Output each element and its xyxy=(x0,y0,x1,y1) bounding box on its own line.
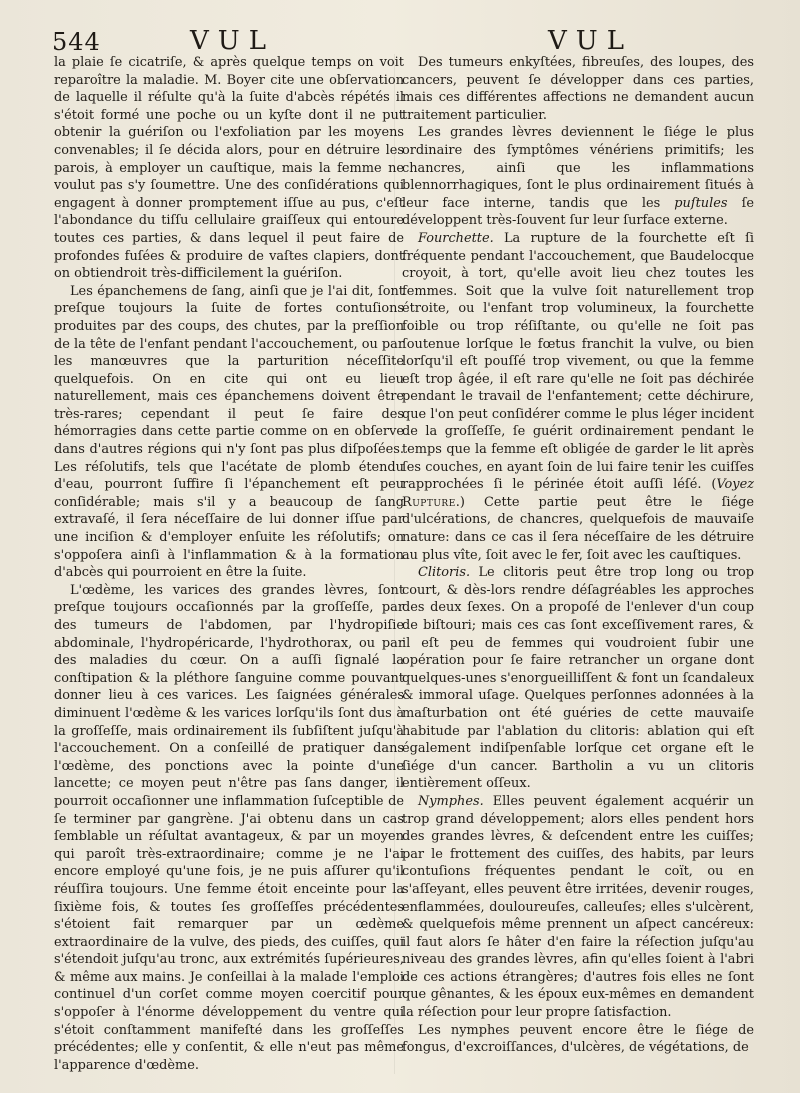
running-head-left: VUL xyxy=(190,26,275,56)
text-run: La rupture de la fourchette eſt ſi fréquente pendant l'accouchement, que Baudelocque croyoit, à tort, qu'elle avoit lieu chez toutes les femmes. Soit que la vulve ſoit naturellement trop étroite, ou l'enfant trop volumineux, la fourchette foible ou trop réſiſtante, ou qu'elle ne ſoit pas ſoutenue lorſque le fœtus franchit la vulve, ou bien lorſqu'il eſt pouſſé trop vivement, ou que la femme eſt trop âgée, il eſt rare qu'elle ne ſoit pas déchirée pendant le travail de l'enfantement; cette déchirure, que l'on peut conſidérer comme le plus léger incident de la groſſeſſe, ſe guérit ordinairement pendant le temps que la femme eſt obligée de garder le lit après ſes couches, en ayant ſoin de lui faire tenir les cuiſſes rapprochées ſi le périnée étoit auſſi léſé. ( xyxy=(402,230,754,493)
left-column xyxy=(54,54,404,1084)
text-run: Le clitoris peut être trop long ou trop court, & dès-lors rendre déſagréables les approches des deux ſexes. On a propoſé de l'enlever d'un coup de biſtouri; mais ces cas ſont exceſſivement rares, & il eſt peu de femmes qui voudroient ſubir une opération pour ſe faire retrancher un organe dont quelques-unes s'enorgueilliſſent & font un ſcandaleux & immoral uſage. Quelques perſonnes adonnées à la maſturbation ont été guéries de cette mauvaiſe habitude par l'ablation du clitoris: ablation qui eſt également indiſpenſable lorſque cet organe eſt le ſiége d'un cancer. Bartholin a vu un clitoris entièrement oſſeux. xyxy=(402,565,754,792)
paragraph-fourchette xyxy=(402,230,754,564)
right-column xyxy=(402,54,754,1084)
paragraph-grandes-levres xyxy=(402,124,754,230)
italic-term-pustules: puſtules xyxy=(674,195,728,211)
paragraph-clitoris xyxy=(402,564,754,793)
paragraph-nymphes-fongus: Les nymphes peuvent encore être le ſiége de fongus, d'excroiſſances, d'ulcères, de végétations, de xyxy=(402,1022,754,1056)
text-run: Les grandes lèvres deviennent le ſiége le plus ordinaire des ſymptômes vénériens primitifs; les chancres, ainſi que les inflammations blennorrhagiques, ſont le plus ordinairement ſitués à leur face interne, tandis que les xyxy=(402,125,754,211)
section-term-nymphes: Nymphes. xyxy=(418,793,484,809)
text-run: Elles peuvent également acquérir un trop grand développement; alors elles pendent hors des grandes lèvres, & deſcendent entre les cuiſſes; par le frottement des cuiſſes, des habits, par leurs contuſions fréquentes pendant le coït, ou en s'aſſeyant, elles peuvent être irritées, devenir rouges, enflammées, douloureuſes, calleuſes; elles s'ulcèrent, & quelquefois même prennent un aſpect cancéreux: il faut alors ſe hâter d'en faire la réſection juſqu'au niveau des grandes lèvres, afin qu'elles ſoient à l'abri de ces actions étrangères; d'autres fois elles ne ſont que gênantes, & les époux eux-mêmes en demandent la réſection pour leur propre ſatisfaction. xyxy=(402,793,754,1021)
text-run: ſe développent très-ſouvent ſur leur ſurface externe. xyxy=(402,195,754,229)
page-number: 544 xyxy=(52,28,101,56)
paragraph-tumeurs: Des tumeurs enkyſtées, fibreuſes, des loupes, des cancers, peuvent ſe développer dans ces parties, mais ces différentes affections ne demandent aucun traitement particulier. xyxy=(402,55,754,123)
text-run: .) Cette partie peut être le ſiége d'ulcérations, de chancres, quelquefois de mauvaiſe nature: dans ce cas il ſera néceſſaire de les détruire au plus vîte, ſoit avec le fer, ſoit avec les cauſtiques. xyxy=(402,494,754,563)
running-head-right: VUL xyxy=(548,26,633,56)
cross-reference-voyez: Voyez xyxy=(716,477,754,493)
paragraph-abces: la plaie ſe cicatriſe, & après quelque temps on voit reparoître la maladie. M. Boyer cite une obſervation de laquelle il réſulte qu'à la ſuite d'abcès répétés il s'étoit formé une poche ou un kyſte dont il ne put obtenir la guériſon ou l'exfoliation par les moyens convenables; il ſe décida alors, pour en détruire les parois, à employer un cauſtique, mais la femme ne voulut pas s'y ſoumettre. Une des conſidérations qui engagent à donner promptement iſſue au pus, c'eſt l'abondance du tiſſu cellulaire graiſſeux qui entoure toutes ces parties, & dans lequel il peut faire de profondes fuſées & produire de vaſtes clapiers, dont on obtiendroit très-difficilement la guériſon. xyxy=(54,55,404,282)
section-term-fourchette: Fourchette. xyxy=(418,230,494,246)
cross-reference-rupture: Rupture xyxy=(402,494,456,510)
paragraph-nymphes xyxy=(402,793,754,1022)
paragraph-oedeme: L'œdème, les varices des grandes lèvres, ſont preſque toujours occaſionnés par la groſſeſſe, par des tumeurs de l'abdomen, par l'hydropiſie abdominale, l'hydropéricarde, l'hydrothorax, ou par des maladies du cœur. On a auſſi ſignalé la conſtipation & la pléthore ſanguine comme pouvant donner lieu à ces varices. Les ſaignées générales diminuent l'œdème & les varices lorſqu'ils ſont dus à la groſſeſſe, mais ordinairement ils ſubſiſtent juſqu'à l'accouchement. On a conſeillé de pratiquer dans l'œdème, des ponctions avec la pointe d'une lancette; ce moyen peut n'être pas ſans danger, il pourroit occaſionner une inflammation ſuſceptible de ſe terminer par gangrène. J'ai obtenu dans un cas ſemblable un réſultat avantageux, & par un moyen qui paroît très-extraordinaire; comme je ne l'ai encore employé qu'une fois, je ne puis aſſurer qu'il réuſſira toujours. Une femme étoit enceinte pour la ſixième fois, & toutes ſes groſſeſſes précédentes s'étoient fait remarquer par un œdème extraordinaire de la vulve, des pieds, des cuiſſes, qui s'étendoit juſqu'au tronc, aux extrémités ſupérieures, & même aux mains. Je conſeillai à la malade l'emploi continuel d'un corſet comme moyen coercitif pour s'oppoſer à l'énorme développement du ventre qui s'étoit conſtamment manifeſté dans les groſſeſſes précédentes; elle y conſentit, & elle n'eut pas même l'apparence d'œdème. xyxy=(54,582,404,1073)
section-term-clitoris: Clitoris. xyxy=(418,565,471,581)
paragraph-epanchemens: Les épanchemens de ſang, ainſi que je l'ai dit, ſont preſque toujours la ſuite de fortes contuſions produites par des coups, des chutes, par la preſſion de la tête de l'enfant pendant l'accouchement, ou par les manœuvres que la parturition néceſſite quelquefois. On en cite qui ont eu lieu naturellement, mais ces épanchemens doivent être très-rares; cependant il peut ſe faire des hémorragies dans cette partie comme on en obſerve dans d'autres régions qui n'y ſont pas plus diſpoſées. Les réſolutifs, tels que l'acétate de plomb étendu d'eau, pourront ſuffire ſi l'épanchement eſt peu conſidérable; mais s'il y a beaucoup de ſang extravaſé, il ſera néceſſaire de lui donner iſſue par une inciſion & d'employer enſuite les réſolutifs; on s'oppoſera ainſi à l'inflammation & à la formation d'abcès qui pourroient en être la ſuite. xyxy=(54,283,404,581)
